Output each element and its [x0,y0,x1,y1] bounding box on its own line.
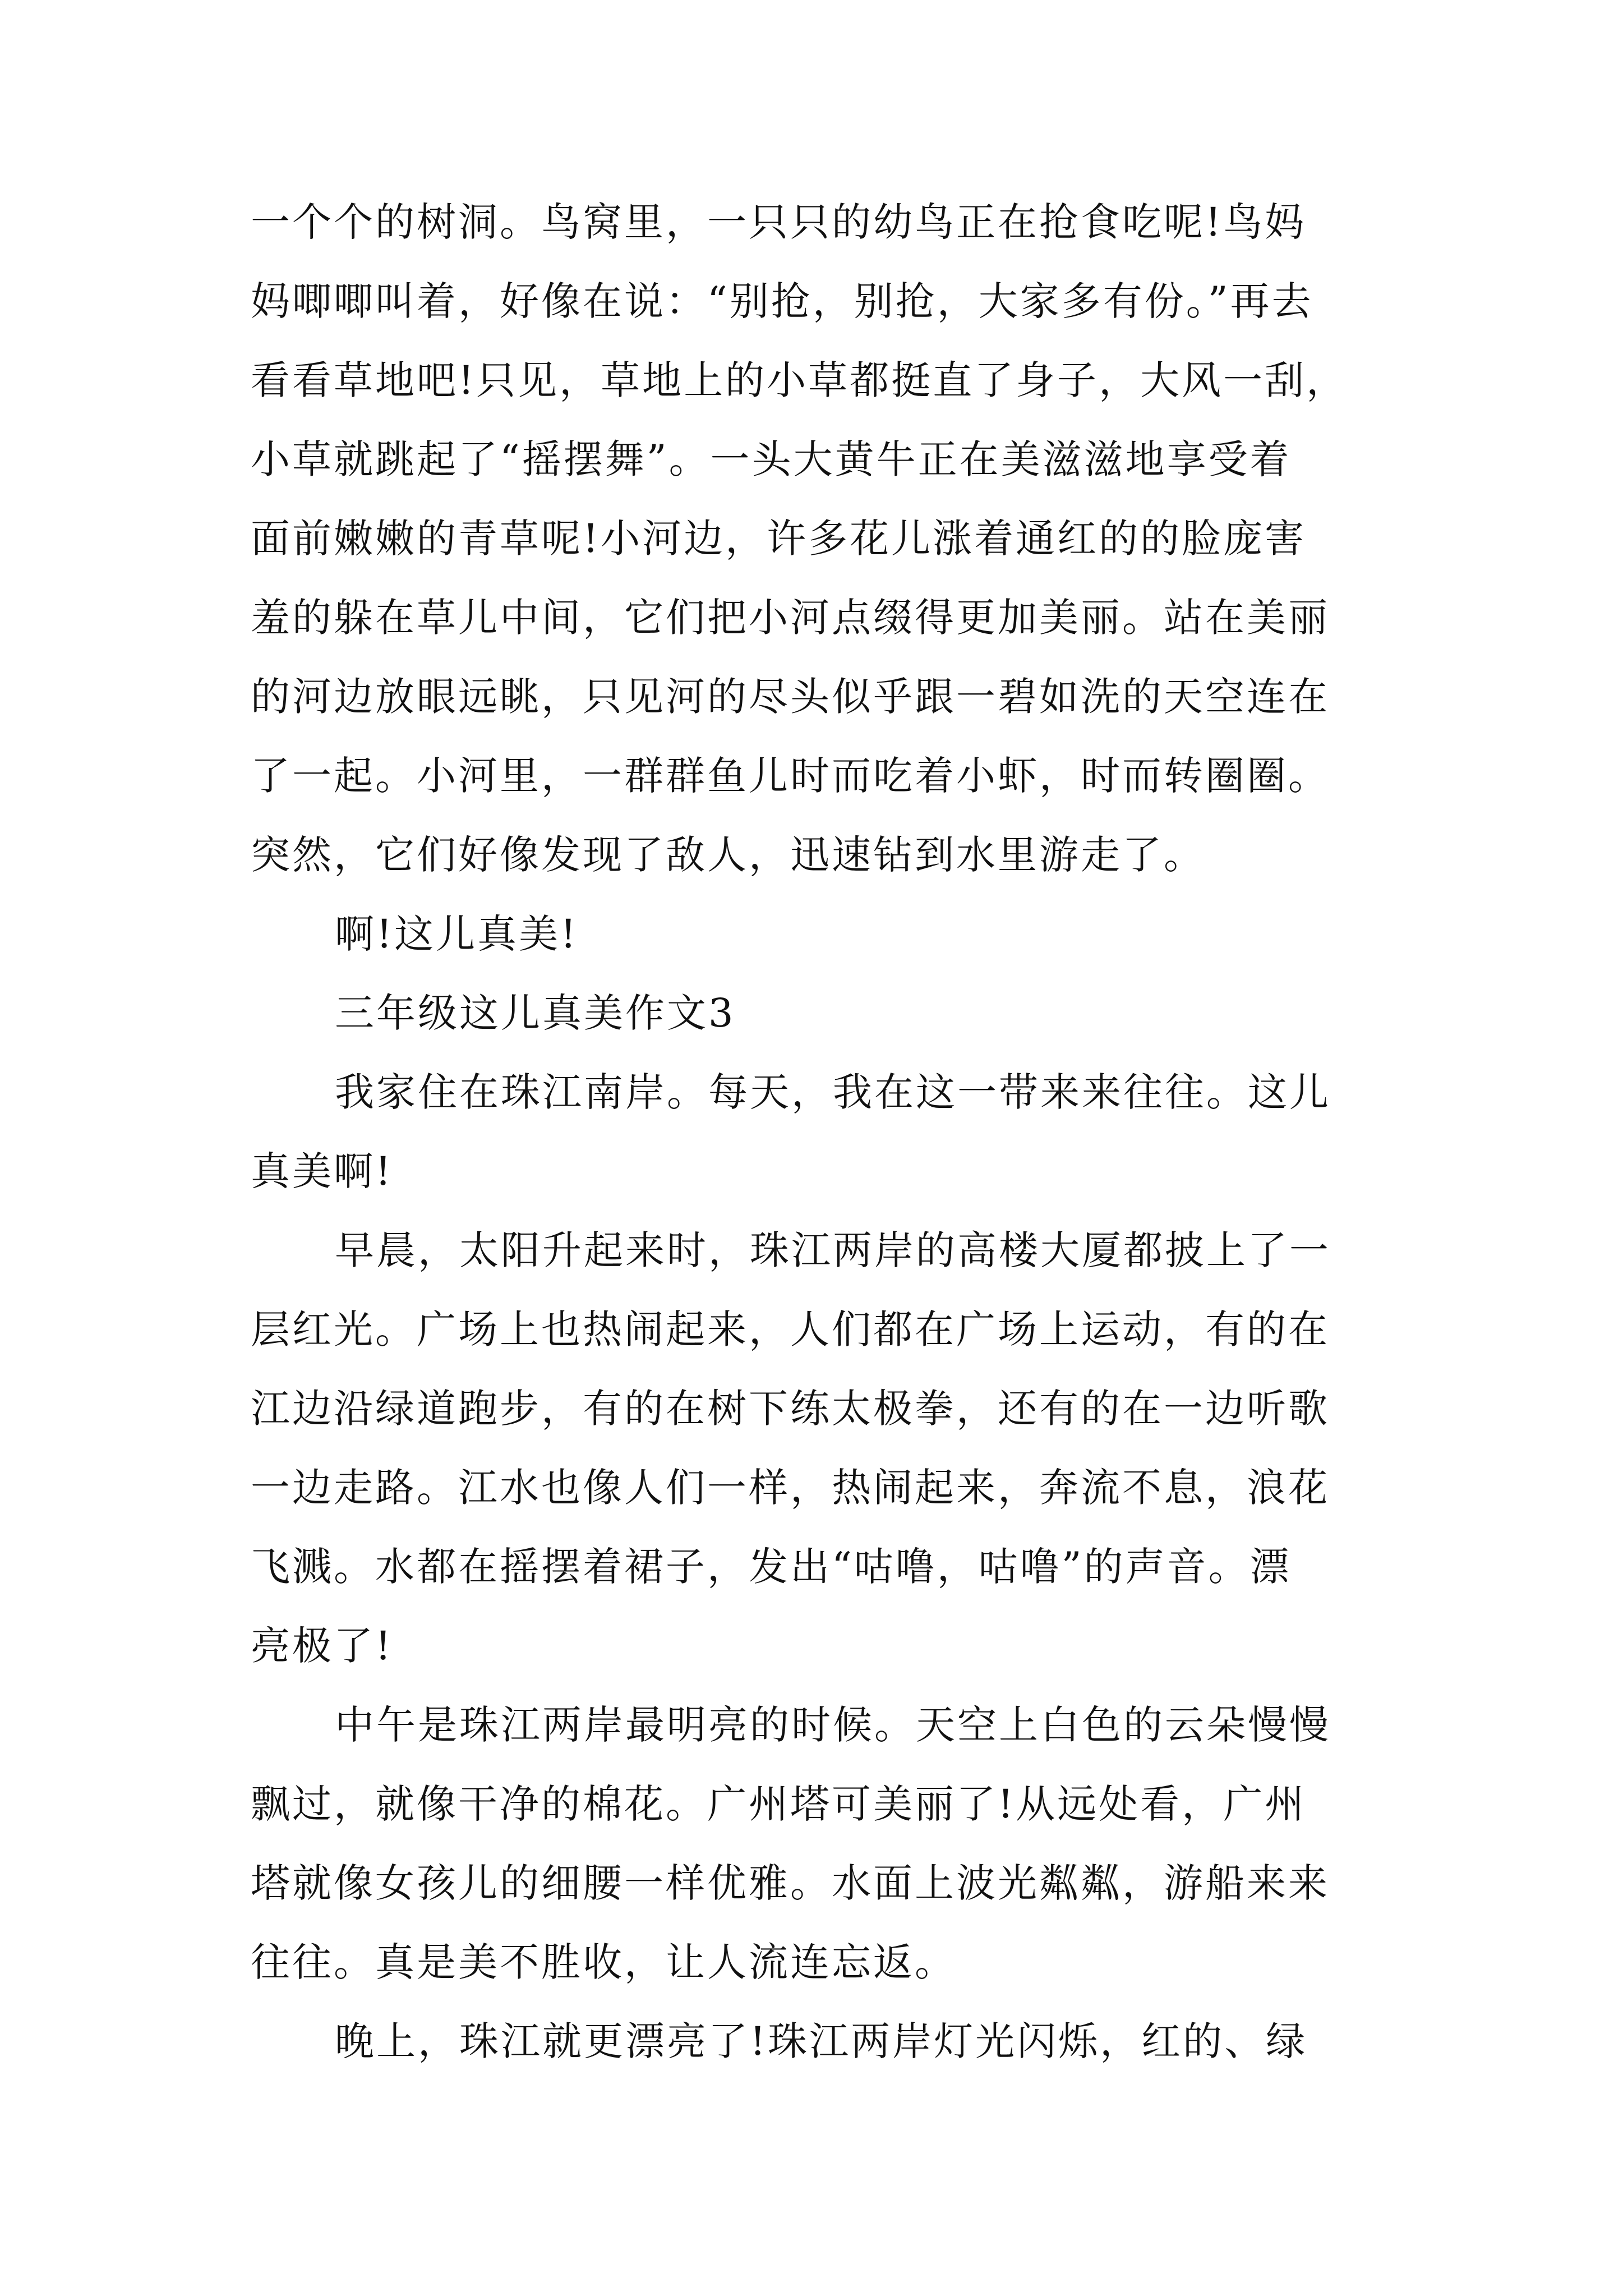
text-line: 真美啊! [251,1148,394,1194]
text-line: 看看草地吧!只见，草地上的小草都挺直了身子，大风一刮， [251,357,1348,403]
text-line: 往往。真是美不胜收，让人流连忘返。 [251,1939,956,1985]
paragraph-start: 晚上，珠江就更漂亮了!珠江两岸灯光闪烁，红的、绿 [335,2018,1308,2064]
text-line: 突然，它们好像发现了敌人，迅速钻到水里游走了。 [251,832,1205,878]
text-line: 塔就像女孩儿的细腰一样优雅。水面上波光粼粼，游船来来 [251,1860,1330,1906]
paragraph-start: 早晨，太阳升起来时，珠江两岸的高楼大厦都披上了一 [335,1227,1331,1273]
text-line: 江边沿绿道跑步，有的在树下练太极拳，还有的在一边听歌 [251,1386,1330,1432]
text-line: 亮极了! [251,1623,394,1669]
text-line: 一边走路。江水也像人们一样，热闹起来，奔流不息，浪花 [251,1465,1330,1511]
text-line: 小草就跳起了“摇摆舞”。一头大黄牛正在美滋滋地享受着 [251,436,1292,482]
essay-heading: 三年级这儿真美作文3 [335,990,736,1036]
text-line: 飘过，就像干净的棉花。广州塔可美丽了!从远处看，广州 [251,1781,1307,1827]
text-line: 层红光。广场上也热闹起来，人们都在广场上运动，有的在 [251,1306,1330,1352]
exclamation-line: 啊!这儿真美! [335,911,579,957]
text-line: 的河边放眼远眺，只见河的尽头似乎跟一碧如洗的天空连在 [251,674,1330,720]
text-line: 了一起。小河里，一群群鱼儿时而吃着小虾，时而转圈圈。 [251,753,1330,799]
essay-text [251,183,1395,2081]
text-line: 妈唧唧叫着，好像在说：“别抢，别抢，大家多有份。”再去 [251,278,1313,324]
paragraph-start: 中午是珠江两岸最明亮的时候。天空上白色的云朵慢慢 [335,1702,1331,1748]
text-line: 飞溅。水都在摇摆着裙子，发出“咕噜，咕噜”的声音。漂 [251,1544,1292,1590]
paragraph-start: 我家住在珠江南岸。每天，我在这一带来来往往。这儿 [335,1069,1331,1115]
text-line: 面前嫩嫩的青草呢!小河边，许多花儿涨着通红的的脸庞害 [251,516,1307,562]
text-line: 一个个的树洞。鸟窝里，一只只的幼鸟正在抢食吃呢!鸟妈 [251,199,1307,245]
text-line: 羞的躲在草儿中间，它们把小河点缀得更加美丽。站在美丽 [251,595,1330,641]
